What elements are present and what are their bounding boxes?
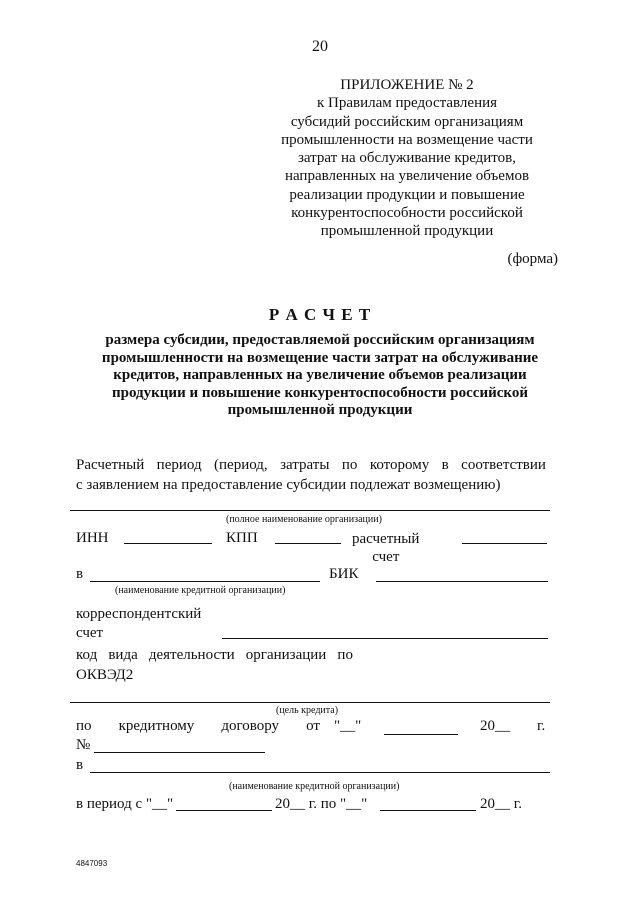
okved-word: вида: [108, 647, 138, 663]
contract-words: [76, 718, 320, 735]
period-word: затраты: [280, 457, 330, 473]
corr-account-label: [76, 605, 201, 643]
corr-account-line: корреспондентский: [76, 606, 202, 622]
period-from-year[interactable]: 20__ г. по "__": [275, 796, 368, 812]
period-word: (период,: [214, 457, 268, 473]
appendix-title: ПРИЛОЖЕНИЕ № 2: [340, 77, 474, 93]
subheading-line: кредитов, направленных на увеличение объемов реализации: [113, 367, 527, 383]
account-label: [352, 530, 419, 566]
period-to-month-field[interactable]: [380, 810, 476, 811]
period-line-2: с заявлением на предоставление субсидии подлежат возмещению): [76, 477, 501, 493]
contract-number-field[interactable]: [94, 752, 265, 753]
subheading-line: продукции и повышение конкурентоспособности российской: [112, 384, 528, 401]
appendix-line: конкурентоспособности российской: [291, 205, 523, 222]
appendix-line: к Правилам предоставления: [316, 95, 498, 112]
bik-field[interactable]: [376, 581, 548, 582]
okved-word: организации: [245, 647, 327, 663]
okved-line-2: ОКВЭД2: [76, 667, 134, 683]
credit-purpose-field[interactable]: [70, 702, 550, 703]
bank2-name-field[interactable]: [90, 772, 550, 773]
contract-word: от: [306, 718, 320, 734]
period-word: период: [156, 457, 202, 473]
contract-year-field[interactable]: 20__: [480, 718, 510, 734]
appendix-line: направленных на увеличение объемов: [284, 168, 530, 185]
appendix-block: [276, 76, 538, 241]
org-name-field[interactable]: [70, 510, 550, 511]
period-word: которому: [369, 457, 430, 473]
appendix-line: промышленной продукции: [320, 223, 494, 240]
period-word: соответствии: [461, 457, 546, 473]
contract-word: кредитному: [118, 718, 195, 734]
credit-purpose-caption: (цель кредита): [276, 705, 339, 716]
subheading-line: промышленности на возмещение части затрат на обслуживание: [101, 349, 539, 366]
bank-in-label: в: [76, 566, 84, 582]
appendix-line: реализации продукции и повышение: [289, 186, 525, 203]
contract-word: договору: [221, 718, 280, 734]
okved-word: деятельности: [148, 647, 235, 663]
period-from-month-field[interactable]: [176, 810, 272, 811]
kpp-label: КПП: [226, 530, 258, 546]
bik-label: БИК: [329, 566, 359, 582]
document-heading: Р А С Ч Е Т: [268, 305, 372, 324]
period-word: по: [341, 457, 358, 473]
account-field[interactable]: [462, 543, 547, 544]
bank2-in-label: в: [76, 757, 84, 773]
appendix-line: затрат на обслуживание кредитов,: [297, 150, 516, 167]
corr-account-line: счет: [76, 625, 104, 641]
contract-year-suffix: г.: [537, 718, 546, 734]
period-word: Расчетный: [76, 457, 145, 473]
subheading-line: размера субсидии, предоставляемой российским организациям: [105, 332, 535, 348]
document-code: 4847093: [76, 859, 108, 868]
contract-month-field[interactable]: [384, 734, 458, 735]
number-sign: №: [76, 737, 91, 753]
inn-field[interactable]: [124, 543, 212, 544]
org-name-caption: (полное наименование организации): [226, 514, 382, 525]
form-label: (форма): [507, 251, 558, 267]
okved-word: код: [76, 647, 98, 663]
period-line-1: [76, 457, 546, 474]
account-label-line: расчетный: [352, 531, 420, 547]
period-from-label[interactable]: в период с "__": [76, 796, 174, 812]
inn-label: ИНН: [76, 530, 109, 546]
bank-name-field[interactable]: [90, 581, 320, 582]
page-number: 20: [312, 38, 328, 55]
okved-line-1: [76, 647, 353, 664]
period-to-year[interactable]: 20__ г.: [480, 796, 522, 812]
document-subheading: [60, 332, 580, 420]
kpp-field[interactable]: [275, 543, 341, 544]
contract-day-field[interactable]: "__": [334, 718, 362, 734]
corr-account-field[interactable]: [222, 638, 548, 639]
contract-word: по: [76, 718, 92, 734]
appendix-line: промышленности на возмещение части: [281, 131, 533, 148]
period-word: в: [441, 457, 449, 473]
account-label-line: счет: [372, 549, 400, 565]
bank-name-caption: (наименование кредитной организации): [115, 585, 286, 596]
bank2-name-caption: (наименование кредитной организации): [229, 781, 400, 792]
subheading-line: промышленной продукции: [227, 402, 413, 418]
appendix-line: субсидий российским организациям: [290, 113, 524, 130]
okved-word: по: [337, 647, 353, 663]
